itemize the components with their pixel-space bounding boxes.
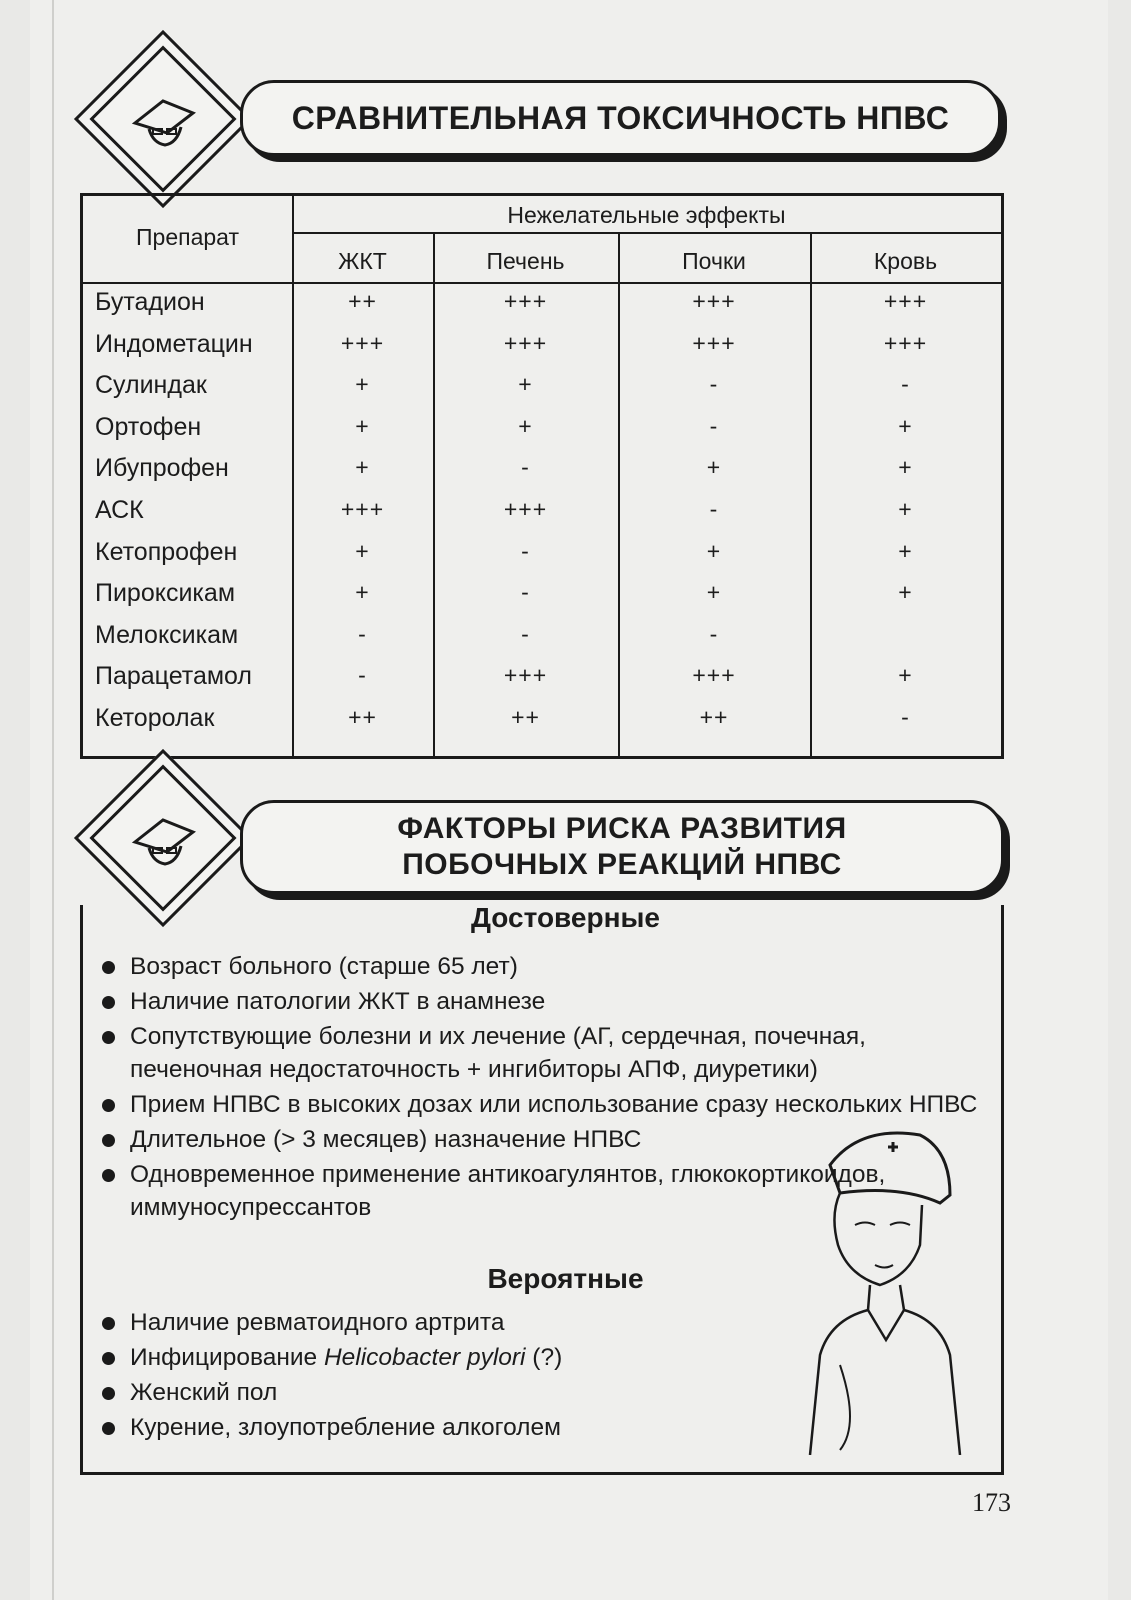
effect-cell: + bbox=[518, 371, 533, 398]
effect-cell: + bbox=[898, 412, 913, 439]
effect-cell: + bbox=[706, 537, 722, 564]
effect-cell: - bbox=[709, 371, 719, 398]
effect-cell: - bbox=[709, 412, 719, 439]
header-kidney: Почки bbox=[682, 248, 746, 274]
section2-title-line2: ПОБОЧНЫХ РЕАКЦИЙ НПВС bbox=[402, 848, 842, 881]
drug-name: Сулиндак bbox=[95, 371, 207, 400]
effect-cell: +++ bbox=[503, 329, 548, 356]
drug-name: Парацетамол bbox=[95, 662, 252, 691]
doctor-cap-icon bbox=[123, 79, 203, 159]
header-adverse-effects: Нежелательные эффекты bbox=[507, 202, 786, 228]
effect-cell: ++ bbox=[348, 704, 377, 730]
effect-cell: + bbox=[898, 579, 913, 606]
list-item-text: Прием НПВС в высоких дозах или использование сразу нескольких НПВС bbox=[130, 1091, 978, 1118]
toxicity-table bbox=[80, 193, 1004, 759]
header-blood: Кровь bbox=[873, 248, 938, 274]
effect-cell: +++ bbox=[692, 329, 736, 356]
drug-name: Индометацин bbox=[95, 329, 253, 358]
effect-cell: - bbox=[521, 620, 530, 647]
effect-cell: + bbox=[898, 662, 913, 689]
effect-cell: + bbox=[355, 579, 370, 606]
effect-cell: +++ bbox=[503, 288, 548, 314]
drug-name: Кетопрофен bbox=[95, 537, 238, 566]
effect-cell: - bbox=[709, 496, 719, 522]
list-item-text: Женский пол bbox=[130, 1379, 278, 1406]
drug-name: Кеторолак bbox=[95, 704, 215, 732]
effect-cell: +++ bbox=[503, 662, 548, 689]
effect-cell: + bbox=[898, 496, 913, 522]
list-item-text: Длительное (> 3 месяцев) назначение НПВС bbox=[130, 1126, 642, 1153]
nurse-illustration bbox=[800, 1125, 970, 1455]
effect-cell: +++ bbox=[503, 496, 548, 522]
reliable-heading: Достоверные bbox=[471, 902, 660, 933]
drug-name: Ортофен bbox=[95, 412, 202, 441]
effect-cell: - bbox=[521, 579, 530, 606]
drug-name: Мелоксикам bbox=[95, 620, 239, 649]
effect-cell: ++ bbox=[511, 704, 540, 730]
section2-title bbox=[240, 800, 1004, 894]
effect-cell: - bbox=[901, 704, 910, 730]
list-item bbox=[98, 1088, 983, 1121]
effect-cell: + bbox=[355, 412, 370, 439]
header-liver: Печень bbox=[486, 248, 565, 274]
effect-cell: +++ bbox=[340, 329, 385, 356]
header-drug: Препарат bbox=[136, 224, 239, 250]
effect-cell: - bbox=[709, 620, 719, 647]
drug-name: Ибупрофен bbox=[95, 454, 229, 483]
list-item bbox=[98, 950, 983, 983]
effect-cell: +++ bbox=[340, 496, 385, 522]
list-item-text: Инфицирование bbox=[130, 1344, 324, 1371]
effect-cell: - bbox=[358, 662, 367, 689]
drug-name: Пироксикам bbox=[95, 579, 236, 608]
section2-title-line1: ФАКТОРЫ РИСКА РАЗВИТИЯ bbox=[397, 812, 847, 845]
header-gi: ЖКТ bbox=[338, 248, 387, 274]
effect-cell: +++ bbox=[883, 288, 928, 314]
list-item-text: Наличие ревматоидного артрита bbox=[130, 1309, 505, 1336]
effect-cell: + bbox=[518, 412, 533, 439]
effect-cell: + bbox=[706, 579, 722, 606]
effect-cell: + bbox=[898, 537, 913, 564]
effect-cell: - bbox=[901, 371, 910, 398]
list-item-text: Наличие патологии ЖКТ в анамнезе bbox=[130, 988, 546, 1015]
page-edge-line bbox=[52, 0, 54, 1600]
drug-name: АСК bbox=[95, 496, 144, 524]
helicobacter-suffix: (?) bbox=[525, 1344, 563, 1371]
helicobacter-text: Helicobacter pylori bbox=[323, 1344, 526, 1371]
effect-cell: - bbox=[521, 454, 530, 481]
drug-name: Бутадион bbox=[95, 288, 205, 316]
effect-cell: ++ bbox=[348, 288, 377, 314]
effect-cell: +++ bbox=[883, 329, 928, 356]
effect-cell: ++ bbox=[699, 704, 729, 730]
page-number: 173 bbox=[972, 1488, 1011, 1517]
effect-cell: + bbox=[706, 454, 722, 481]
doctor-cap-icon bbox=[123, 798, 203, 878]
effect-cell: + bbox=[355, 454, 370, 481]
effect-cell: + bbox=[898, 454, 913, 481]
list-item bbox=[98, 1020, 983, 1086]
effect-cell: +++ bbox=[692, 662, 736, 689]
probable-heading: Вероятные bbox=[487, 1263, 644, 1294]
list-item-text: Сопутствующие болезни и их лечение (АГ, сердечная, почечная, печеночная недостаточность + ингибиторы АПФ, диуретики) bbox=[130, 1023, 866, 1083]
effect-cell: +++ bbox=[692, 288, 736, 314]
effect-cell: + bbox=[355, 537, 370, 564]
section1-title: СРАВНИТЕЛЬНАЯ ТОКСИЧНОСТЬ НПВС bbox=[240, 80, 1001, 156]
effect-cell: - bbox=[521, 537, 530, 564]
list-item-text: Одновременное применение антикоагулянтов, глюкокортикоидов, иммуносупрессантов bbox=[130, 1161, 886, 1221]
effect-cell: + bbox=[355, 371, 370, 398]
list-item-text: Курение, злоупотребление алкоголем bbox=[130, 1414, 561, 1441]
effect-cell: - bbox=[358, 620, 367, 647]
list-item bbox=[98, 985, 983, 1018]
list-item-text: Возраст больного (старше 65 лет) bbox=[130, 953, 518, 980]
